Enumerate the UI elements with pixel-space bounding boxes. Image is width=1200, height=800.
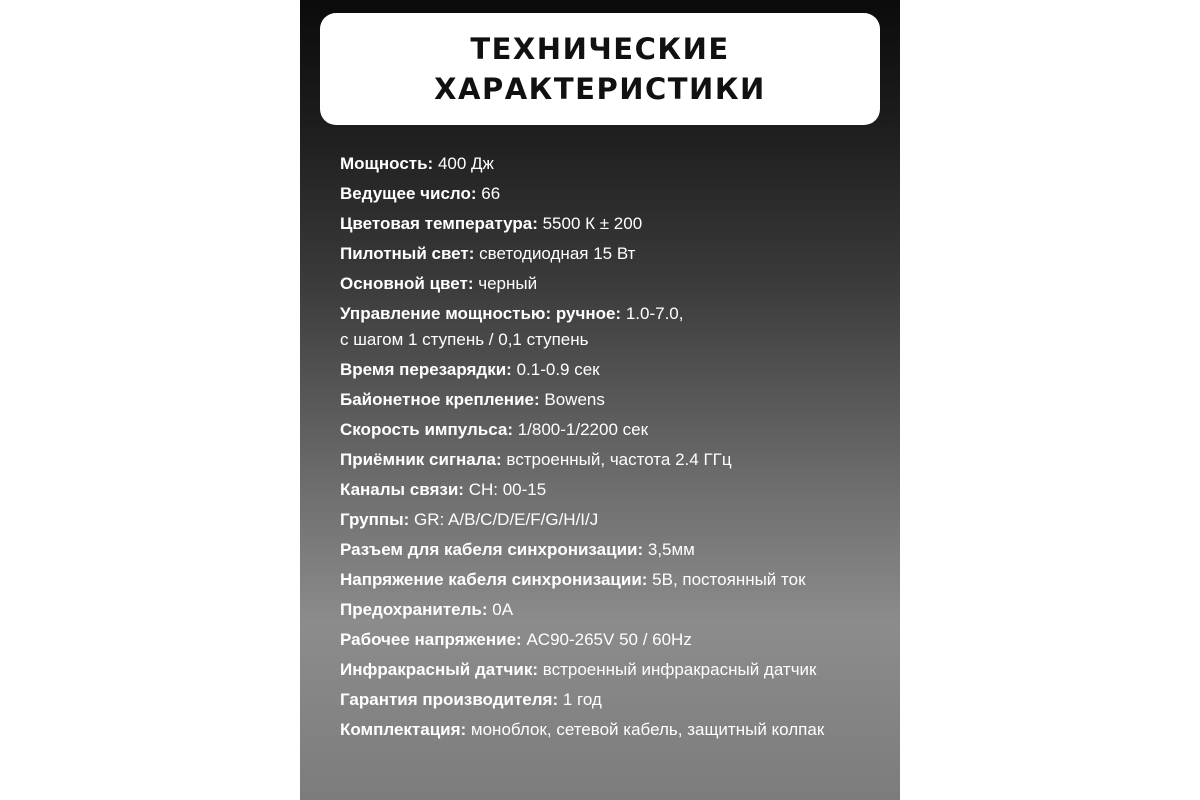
spec-key: Цветовая температура: xyxy=(340,214,538,233)
spec-key: Байонетное крепление: xyxy=(340,390,540,409)
spec-key: Инфракрасный датчик: xyxy=(340,660,539,679)
spec-key: Основной цвет: xyxy=(340,274,474,293)
spec-main-color xyxy=(340,271,892,297)
spec-value: Bowens xyxy=(539,390,605,409)
title-box xyxy=(320,13,880,125)
spec-value: встроенный, частота 2.4 ГГц xyxy=(501,450,732,469)
spec-sync-voltage xyxy=(340,567,892,593)
spec-operating-voltage xyxy=(340,627,892,653)
spec-key: Ведущее число: xyxy=(340,184,477,203)
spec-key: Рабочее напряжение: xyxy=(340,630,522,649)
spec-key: Комплектация: xyxy=(340,720,467,739)
spec-mount xyxy=(340,387,892,413)
spec-value: 3,5мм xyxy=(643,540,695,559)
spec-pilot-light xyxy=(340,241,892,267)
spec-warranty xyxy=(340,687,892,713)
spec-key: Предохранитель: xyxy=(340,600,488,619)
spec-key: Гарантия производителя: xyxy=(340,690,559,709)
spec-value: светодиодная 15 Вт xyxy=(474,244,636,263)
spec-ir-sensor xyxy=(340,657,892,683)
spec-fuse xyxy=(340,597,892,623)
spec-key: Группы: xyxy=(340,510,410,529)
spec-value: моноблок, сетевой кабель, защитный колпак xyxy=(466,720,825,739)
spec-key: Пилотный свет: xyxy=(340,244,475,263)
spec-key: Напряжение кабеля синхронизации: xyxy=(340,570,648,589)
spec-key: Мощность: xyxy=(340,154,434,173)
spec-value: 1/800-1/2200 сек xyxy=(513,420,649,439)
spec-list xyxy=(340,151,892,747)
title-line-1: ТЕХНИЧЕСКИЕ xyxy=(470,32,730,66)
spec-value: 0А xyxy=(487,600,514,619)
spec-power-control xyxy=(340,301,892,353)
spec-value: 1 год xyxy=(558,690,602,709)
spec-value: 400 Дж xyxy=(433,154,494,173)
spec-key: Время перезарядки: xyxy=(340,360,512,379)
spec-package-contents xyxy=(340,717,892,743)
spec-value: 5В, постоянный ток xyxy=(647,570,806,589)
spec-value: 66 xyxy=(476,184,501,203)
spec-value-continued: с шагом 1 ступень / 0,1 ступень xyxy=(340,330,589,349)
spec-value: встроенный инфракрасный датчик xyxy=(538,660,817,679)
spec-card xyxy=(300,0,900,800)
spec-value: черный xyxy=(473,274,538,293)
spec-value: AC90-265V 50 / 60Hz xyxy=(521,630,692,649)
spec-groups xyxy=(340,507,892,533)
spec-value: 0.1-0.9 сек xyxy=(511,360,600,379)
spec-power xyxy=(340,151,892,177)
spec-guide-number xyxy=(340,181,892,207)
spec-key: Управление мощностью: ручное: xyxy=(340,304,622,323)
spec-value: CH: 00-15 xyxy=(463,480,547,499)
spec-value: GR: A/B/C/D/E/F/G/H/I/J xyxy=(409,510,599,529)
spec-key: Каналы связи: xyxy=(340,480,464,499)
spec-color-temperature xyxy=(340,211,892,237)
spec-value: 5500 К ± 200 xyxy=(537,214,643,233)
spec-receiver xyxy=(340,447,892,473)
spec-sync-connector xyxy=(340,537,892,563)
spec-recycle-time xyxy=(340,357,892,383)
spec-key: Скорость импульса: xyxy=(340,420,513,439)
spec-value: 1.0-7.0, xyxy=(621,304,684,323)
spec-channels xyxy=(340,477,892,503)
title-line-2: ХАРАКТЕРИСТИКИ xyxy=(434,72,766,106)
spec-flash-duration xyxy=(340,417,892,443)
spec-key: Разъем для кабеля синхронизации: xyxy=(340,540,644,559)
spec-key: Приёмник сигнала: xyxy=(340,450,502,469)
